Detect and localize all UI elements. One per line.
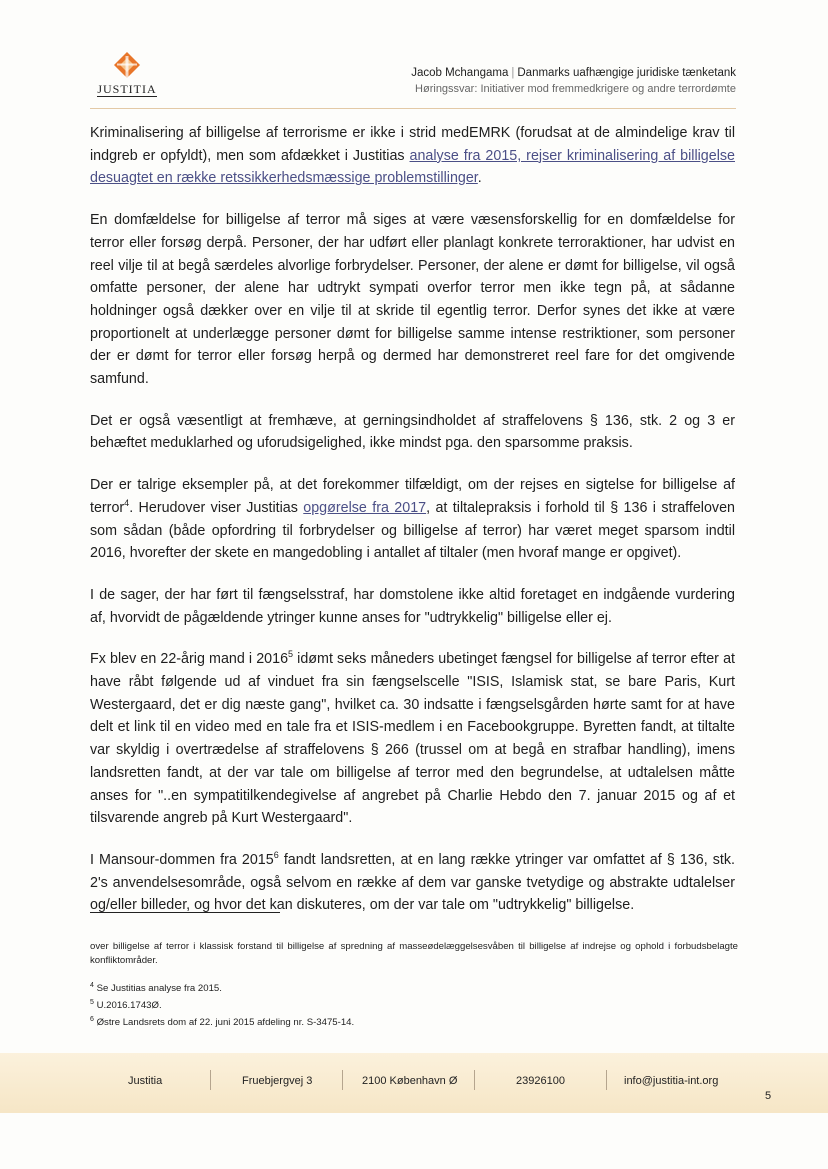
paragraph-3: Det er også væsentligt at fremhæve, at gerningsindholdet af straffelovens § 136, stk. 2 og 3 er behæftet meduklarhed og uforudsigelighed, ikke mindst pga. den sparsomme praksis. <box>90 412 735 452</box>
footer-divider <box>342 1070 343 1090</box>
footnotes <box>90 940 738 1033</box>
analyse-2015-link[interactable]: analyse fra 2015, rejser kriminalisering af billigelse desuagtet en række retssikkerhedsmæssige problemstillinger <box>90 147 735 187</box>
footnote-number: 6 <box>90 1015 94 1023</box>
page-header <box>411 67 736 95</box>
footer-divider <box>210 1070 211 1090</box>
logo-wordmark: JUSTITIA <box>97 82 157 96</box>
footnote-text: Østre Landsrets dom af 22. juni 2015 afdeling nr. S-3475-14. <box>96 1017 355 1028</box>
justitia-logo <box>90 50 164 98</box>
paragraph-5: I de sager, der har ført til fængselsstraf, har domstolene ikke altid foretaget en indgående vurdering af, hvorvidt de pågældende ytringer kunne anses for "udtrykkelig" billigelse eller ej. <box>90 586 735 626</box>
header-separator: | <box>511 67 515 79</box>
p6-text: Fx blev en 22-årig mand i 2016 <box>90 651 289 668</box>
footer-street: Fruebjergvej 3 <box>242 1075 313 1087</box>
header-author-line <box>411 67 736 79</box>
footnote-text: Se Justitias analyse fra 2015. <box>96 983 222 994</box>
footer-divider <box>606 1070 607 1090</box>
p6-text-end: idømt seks måneders ubetinget fængsel for billigelse af terror efter at have råbt følgende ud af vinduet fra sin fængselscelle "ISIS, Islamisk stat, se bare Paris, Kurt Westergaard, det er dig næste gang", hvilket ca. 30 indsatte i fængselsgården hørte samt for at have delt et link til en video med en tale fra et ISIS-medlem i en Facebookgruppe. Byretten fandt, at tiltalte var skyldig i overtrædelse af straffelovens § 266 (trussel om at begå en strafbar handling), imens landsretten fandt, at der var tale om billigelse af terror med den begrundelse, at udtalelsen måtte anses for "..en sympatitilkendegivelse af angrebet på Charlie Hebdo den 7. januar 2015 og af et tilsvarende angreb på Kurt Westergaard". <box>90 651 735 827</box>
footnote-divider <box>90 912 280 913</box>
p4-text-end: , at tiltalepraksis i forhold til § 136 i straffeloven som sådan (både opfordring til forbrydelser og billigelse af terror) har været meget sparsom indtil 2016, hvorefter der skete en mangedobling i antallet af tiltaler (men hvoraf mange er opgivet). <box>90 499 735 562</box>
footer-org: Justitia <box>128 1075 163 1087</box>
footnote-6 <box>90 1016 738 1030</box>
footnote-number: 5 <box>90 998 94 1006</box>
p1-text-end: . <box>477 170 482 187</box>
footnote-ref-5[interactable]: 5 <box>288 649 294 660</box>
justitia-emblem-icon <box>106 50 148 80</box>
footer-email[interactable]: info@justitia-int.org <box>624 1075 719 1087</box>
author-name: Jacob Mchangama <box>411 67 509 79</box>
p4-text: Der er talrige eksempler på, at det forekommer tilfældigt, om der rejses en sigtelse for billigelse af terror <box>90 477 735 516</box>
footer-divider <box>474 1070 475 1090</box>
footnote-5 <box>90 999 738 1013</box>
p4-text-middle: . Herudover viser Justitias <box>129 499 304 516</box>
paragraph-6 <box>90 648 735 830</box>
footer-phone: 23926100 <box>516 1075 565 1087</box>
opgoerelse-2017-link[interactable]: opgørelse fra 2017 <box>303 499 427 516</box>
p1-text: Kriminalisering af billigelse af terrorisme er ikke i strid medEMRK (forudsat at de almindelige krav til indgreb er opfyldt), men som afdækket i Justitias <box>90 125 735 164</box>
footnote-4 <box>90 982 738 996</box>
organization-name: Danmarks uafhængige juridiske tænketank <box>517 67 736 79</box>
footnote-ref-4[interactable]: 4 <box>124 498 130 509</box>
document-subtitle: Høringssvar: Initiativer mod fremmedkrigere og andre terrordømte <box>415 83 736 95</box>
footnote-number: 4 <box>90 981 94 989</box>
footnote-ref-6[interactable]: 6 <box>273 850 279 861</box>
paragraph-2: En domfældelse for billigelse af terror må siges at være væsensforskellig for en domfældelse for terror eller forsøg derpå. Personer, der har udført eller planlagt konkrete terroraktioner, har udvist en reel vilje til at begå særdeles alvorlige forbrydelser. Personer, der alene er dømt for billigelse, vil også omfatte personer, der alene har udtrykt sympati overfor terror men ikke tegn på, at sådanne holdninger også dækker over en vilje til at skride til egentlig terror. Derfor synes det ikke at være proportionelt at underlægge personer dømt for billigelse samme intense restriktioner, som personer der er dømt for terror eller forsøg herpå og dermed har demonstreret reel fare for det omgivende samfund. <box>90 212 735 388</box>
footnote-text: U.2016.1743Ø. <box>96 1000 162 1011</box>
paragraph-7 <box>90 849 735 917</box>
header-divider <box>90 108 736 109</box>
paragraph-1 <box>90 122 735 190</box>
p7-text: I Mansour-dommen fra 2015 <box>90 851 274 868</box>
footer-city: 2100 København Ø <box>362 1075 458 1087</box>
page-footer <box>0 1075 828 1093</box>
document-body <box>90 122 735 936</box>
p7-text-end: fandt landsretten, at en lang række ytringer var omfattet af § 136, stk. 2's anvendelsesområde, også selvom en række af dem var ganske tvetydige og abstrakte udtalelser og/eller billeder, og hvor det kan diskuteres, om der var tale om "udtrykkelig" billigelse. <box>90 851 735 914</box>
paragraph-4 <box>90 474 735 565</box>
page-number: 5 <box>765 1090 772 1102</box>
footnote-continuation: over billigelse af terror i klassisk forstand til billigelse af spredning af masseødelæggelsesvåben til billigelse af indrejse og ophold i forbudsbelagte konfliktområder. <box>90 941 738 966</box>
